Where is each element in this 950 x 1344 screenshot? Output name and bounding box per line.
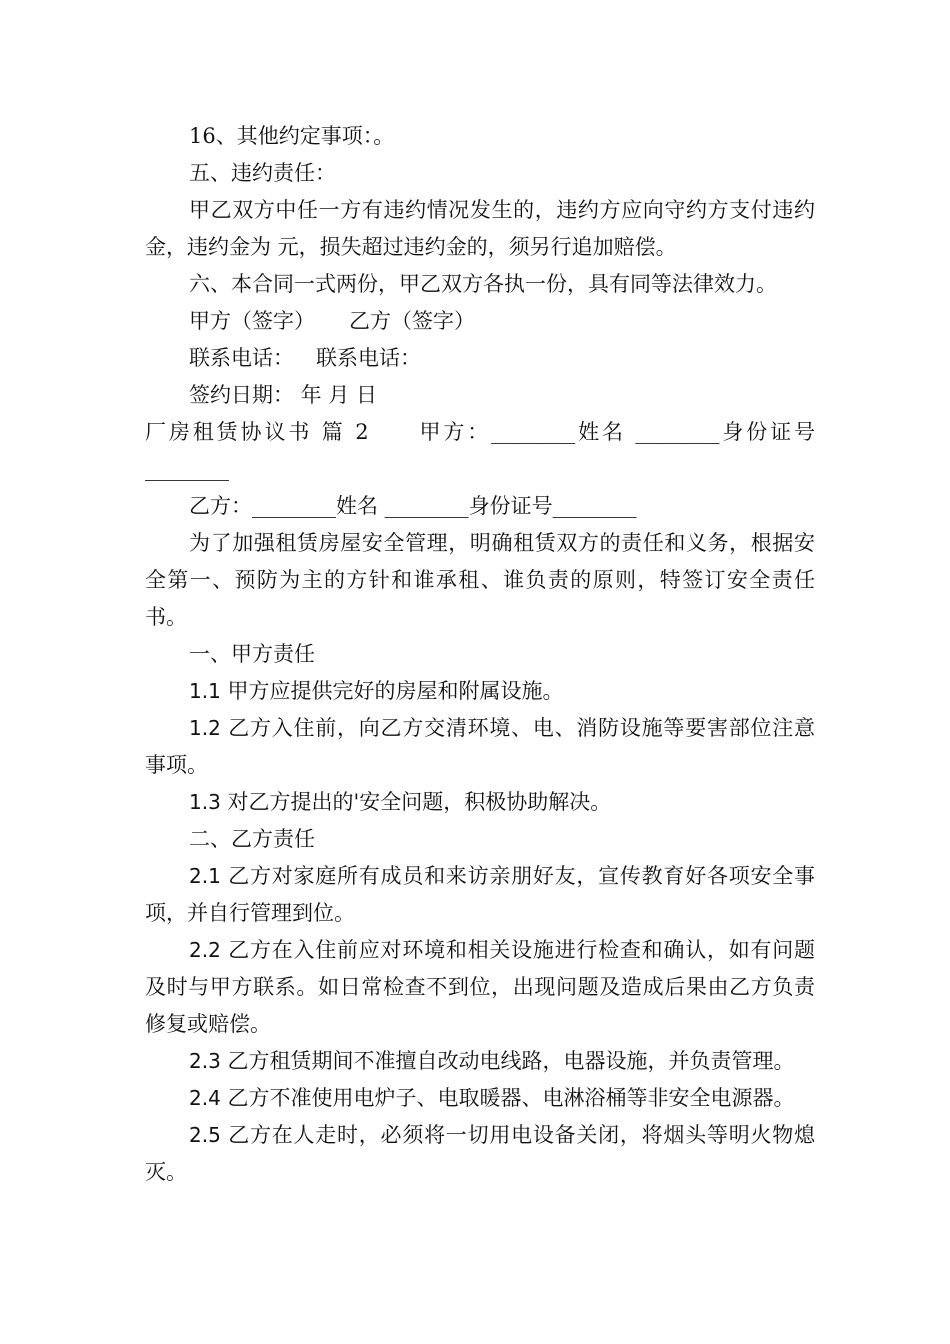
clause-1-2-text: 乙方入住前，向乙方交清环境、电、消防设施等要害部位注意事项。 xyxy=(145,716,815,777)
party-b-fields: 乙方：________姓名 ________身份证号________ xyxy=(189,494,637,518)
clause-2-1-number: 2.1 xyxy=(189,864,221,888)
sign-date: 签约日期： 年 月 日 xyxy=(189,383,378,407)
clause-2-2-text: 乙方在入住前应对环境和相关设施进行检查和确认，如有问题及时与甲方联系。如日常检查不到位，出现问题及造成后果由乙方负责修复或赔偿。 xyxy=(145,938,815,1036)
phone-line xyxy=(145,340,815,377)
clause-1-1 xyxy=(145,673,815,710)
clause-2-1 xyxy=(145,858,815,932)
party-a-phone: 联系电话： xyxy=(189,346,294,370)
clause-2-1-text: 乙方对家庭所有成员和来访亲朋好友，宣传教育好各项安全事项，并自行管理到位。 xyxy=(145,864,815,925)
clause-1-1-text: 甲方应提供完好的房屋和附属设施。 xyxy=(220,679,564,703)
clause-2-3-text: 乙方租赁期间不准擅自改动电线路，电器设施，并负责管理。 xyxy=(220,1049,795,1073)
clause-2-3 xyxy=(145,1043,815,1080)
party-a-signature: 甲方（签字） xyxy=(189,309,315,333)
party-a-fields: 甲方：________姓名 ________身份证号________ xyxy=(145,420,815,481)
clause-1-1-number: 1.1 xyxy=(189,679,221,703)
clause-2-4-text: 乙方不准使用电炉子、电取暖器、电淋浴桶等非安全电源器。 xyxy=(220,1086,795,1110)
clause-1-3 xyxy=(145,784,815,821)
clause-2-5-text: 乙方在人走时，必须将一切用电设备关闭，将烟头等明火物熄灭。 xyxy=(145,1123,815,1184)
clause-1-3-number: 1.3 xyxy=(189,790,221,814)
section-6-text: 六、本合同一式两份，甲乙双方各执一份，具有同等法律效力。 xyxy=(189,272,777,296)
clause-1-3-text: 对乙方提出的'安全问题，积极协助解决。 xyxy=(220,790,612,814)
clause-2-2-number: 2.2 xyxy=(189,938,221,962)
clause-2-2 xyxy=(145,932,815,1043)
document-body xyxy=(145,118,815,1191)
clause-2-4-number: 2.4 xyxy=(189,1086,221,1110)
clause-16 xyxy=(145,118,815,155)
section-b-heading: 二、乙方责任 xyxy=(189,827,315,851)
section-a-heading: 一、甲方责任 xyxy=(189,642,315,666)
signature-line xyxy=(145,303,815,340)
clause-16-text: 16、其他约定事项：。 xyxy=(189,124,395,148)
agreement-2-title: 厂房租赁协议书 篇 2 xyxy=(145,420,369,444)
clause-2-4 xyxy=(145,1080,815,1117)
clause-2-3-number: 2.3 xyxy=(189,1049,221,1073)
party-b-signature: 乙方（签字） xyxy=(349,309,475,333)
clause-2-5 xyxy=(145,1117,815,1191)
agreement-2-heading xyxy=(145,414,815,488)
purpose-paragraph: 为了加强租赁房屋安全管理，明确租赁双方的责任和义务，根据安全第一、预防为主的方针和谁承租、谁负责的原则，特签订安全责任书。 xyxy=(145,531,815,629)
section-5-heading: 五、违约责任： xyxy=(189,161,336,185)
clause-1-2-number: 1.2 xyxy=(189,716,221,740)
clause-2-5-number: 2.5 xyxy=(189,1123,221,1147)
party-b-phone: 联系电话： xyxy=(316,346,421,370)
breach-paragraph: 甲乙双方中任一方有违约情况发生的，违约方应向守约方支付违约金，违约金为 元，损失超过违约金的，须另行追加赔偿。 xyxy=(145,198,815,259)
clause-1-2 xyxy=(145,710,815,784)
